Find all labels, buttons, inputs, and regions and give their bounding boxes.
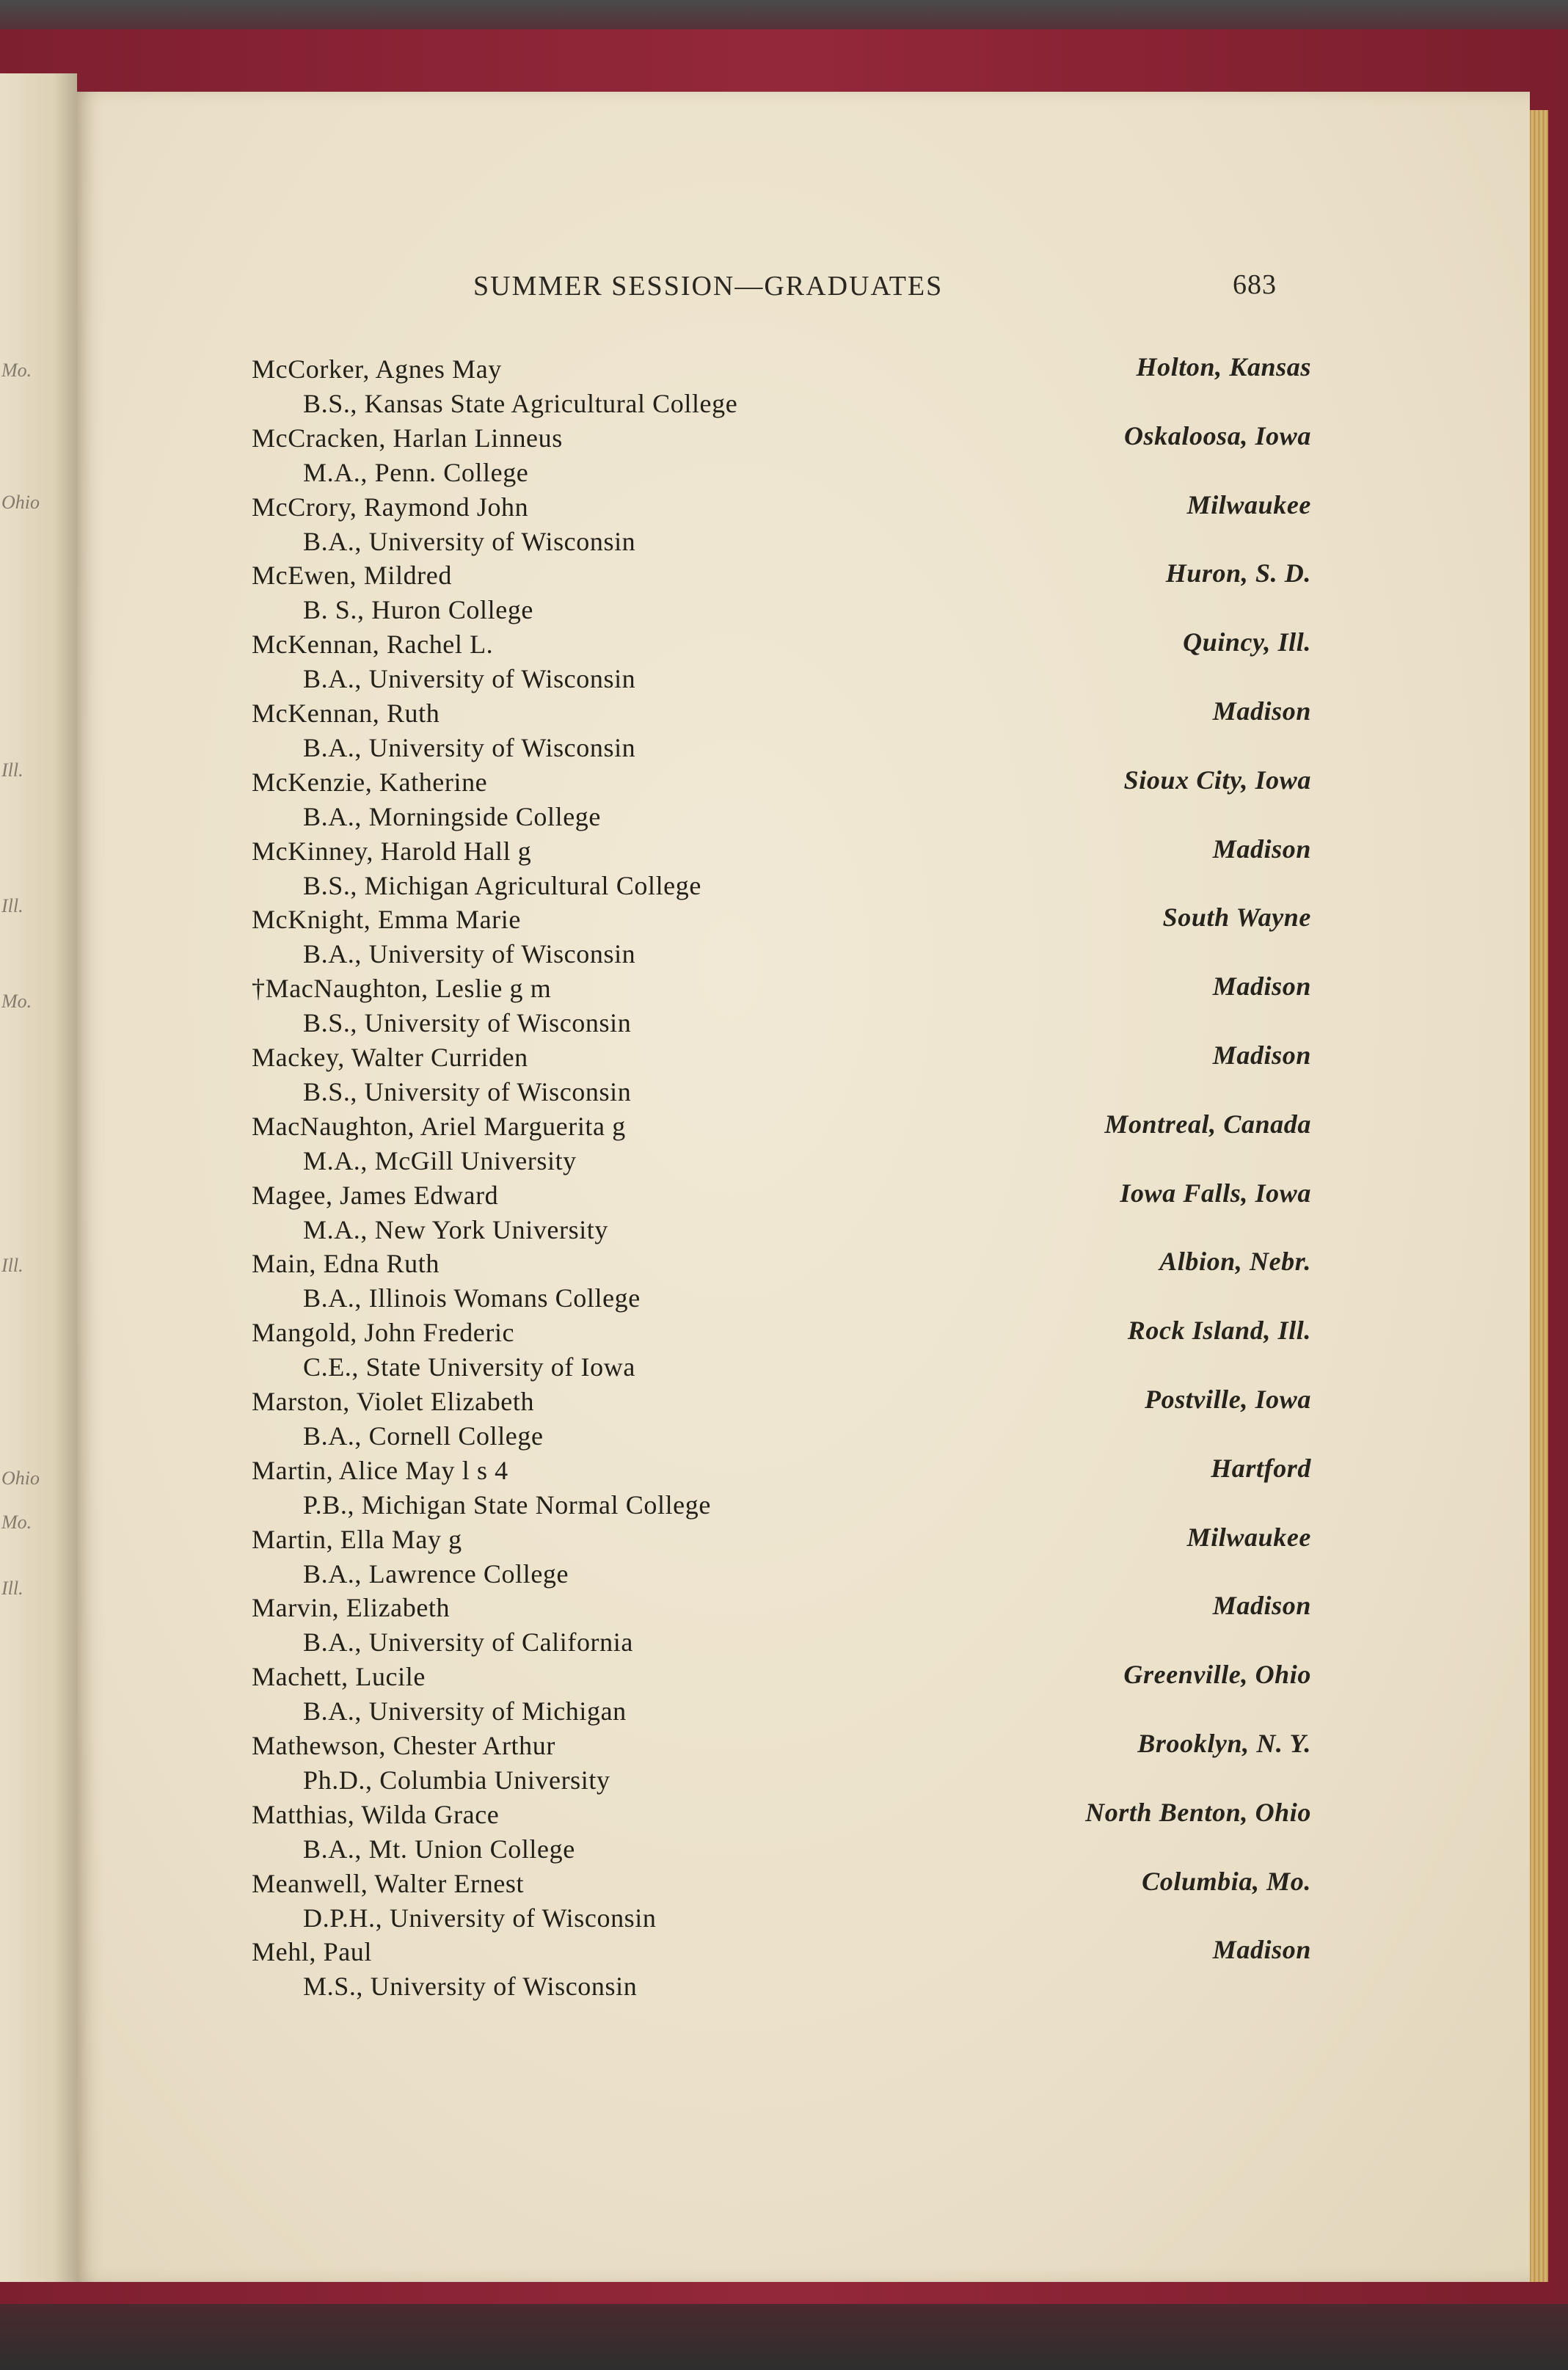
graduate-name: †MacNaughton, Leslie g m xyxy=(252,974,552,1003)
graduate-name: McKennan, Ruth xyxy=(252,699,440,728)
graduate-degree: M.S., University of Wisconsin xyxy=(303,1972,638,2001)
graduate-degree: P.B., Michigan State Normal College xyxy=(303,1490,711,1520)
margin-fragment: Ill. xyxy=(1,1578,23,1599)
graduate-hometown: Milwaukee xyxy=(1186,490,1311,519)
graduate-degree: D.P.H., University of Wisconsin xyxy=(303,1903,657,1933)
graduate-name: Mangold, John Frederic xyxy=(252,1318,515,1347)
graduate-name: Mathewson, Chester Arthur xyxy=(252,1731,555,1760)
graduate-name: Mackey, Walter Curriden xyxy=(252,1043,528,1072)
graduate-name: Mehl, Paul xyxy=(252,1937,372,1966)
graduate-name: Matthias, Wilda Grace xyxy=(252,1800,500,1829)
margin-fragment: Ill. xyxy=(1,895,23,916)
graduate-hometown: Albion, Nebr. xyxy=(1159,1247,1311,1276)
graduate-degree: C.E., State University of Iowa xyxy=(303,1352,635,1382)
graduate-hometown: Madison xyxy=(1212,971,1311,1001)
graduate-degree: B.A., University of Wisconsin xyxy=(303,939,636,969)
graduate-degree: B.S., Michigan Agricultural College xyxy=(303,871,701,900)
graduate-hometown: Rock Island, Ill. xyxy=(1127,1316,1311,1345)
graduate-hometown: Madison xyxy=(1212,1591,1311,1620)
graduate-name: MacNaughton, Ariel Marguerita g xyxy=(252,1112,626,1141)
graduate-hometown: South Wayne xyxy=(1162,903,1311,932)
graduate-hometown: Madison xyxy=(1212,696,1311,726)
margin-fragment: Mo. xyxy=(1,1512,32,1533)
graduate-degree: M.A., Penn. College xyxy=(303,458,529,487)
graduate-name: McCrory, Raymond John xyxy=(252,492,529,522)
graduate-name: McKennan, Rachel L. xyxy=(252,630,494,659)
graduate-name: McEwen, Mildred xyxy=(252,561,452,590)
graduate-name: Martin, Ella May g xyxy=(252,1525,462,1554)
graduate-degree: B.A., University of Wisconsin xyxy=(303,527,636,556)
graduate-hometown: Brooklyn, N. Y. xyxy=(1137,1729,1311,1758)
graduate-name: McKinney, Harold Hall g xyxy=(252,836,532,866)
graduate-degree: B.A., Morningside College xyxy=(303,802,601,831)
graduate-degree: B. S., Huron College xyxy=(303,595,533,624)
margin-fragment: Ill. xyxy=(1,759,23,781)
margin-fragment: Mo. xyxy=(1,360,32,381)
graduate-name: Martin, Alice May l s 4 xyxy=(252,1456,508,1485)
graduate-name: McKenzie, Katherine xyxy=(252,767,488,797)
graduate-name: Machett, Lucile xyxy=(252,1662,426,1691)
graduate-hometown: Huron, S. D. xyxy=(1165,558,1311,588)
graduate-hometown: Iowa Falls, Iowa xyxy=(1120,1178,1311,1208)
graduate-degree: B.A., University of Michigan xyxy=(303,1696,627,1726)
graduate-name: McCorker, Agnes May xyxy=(252,354,502,384)
graduate-degree: B.A., Mt. Union College xyxy=(303,1834,575,1864)
graduate-name: Meanwell, Walter Ernest xyxy=(252,1869,525,1898)
graduate-hometown: Oskaloosa, Iowa xyxy=(1123,421,1311,451)
previous-page-edge xyxy=(0,73,77,2282)
graduate-degree: M.A., McGill University xyxy=(303,1146,577,1175)
margin-fragment: Mo. xyxy=(1,991,32,1012)
margin-fragment: Ohio xyxy=(1,1467,40,1489)
graduate-hometown: Holton, Kansas xyxy=(1136,352,1311,382)
graduate-hometown: North Benton, Ohio xyxy=(1085,1798,1311,1827)
graduate-hometown: Madison xyxy=(1212,1040,1311,1070)
graduate-name: Magee, James Edward xyxy=(252,1181,499,1210)
margin-fragment: Ill. xyxy=(1,1255,23,1276)
graduate-name: McKnight, Emma Marie xyxy=(252,905,521,934)
graduate-degree: B.A., Lawrence College xyxy=(303,1559,569,1589)
graduate-hometown: Sioux City, Iowa xyxy=(1123,765,1311,795)
background-bottom xyxy=(0,2304,1568,2370)
graduate-hometown: Madison xyxy=(1212,834,1311,864)
graduate-hometown: Postville, Iowa xyxy=(1145,1385,1311,1414)
graduate-degree: B.A., University of Wisconsin xyxy=(303,733,636,762)
graduate-degree: B.A., Illinois Womans College xyxy=(303,1283,641,1313)
page-number: 683 xyxy=(1233,269,1277,300)
graduate-hometown: Madison xyxy=(1212,1935,1311,1964)
graduate-name: Marvin, Elizabeth xyxy=(252,1593,451,1622)
page-title: SUMMER SESSION—GRADUATES xyxy=(473,271,944,302)
graduate-degree: Ph.D., Columbia University xyxy=(303,1765,610,1795)
graduate-hometown: Columbia, Mo. xyxy=(1142,1867,1311,1896)
graduate-degree: B.S., University of Wisconsin xyxy=(303,1008,632,1038)
graduate-degree: B.A., Cornell College xyxy=(303,1421,544,1451)
graduate-degree: B.A., University of Wisconsin xyxy=(303,664,636,693)
graduate-degree: M.A., New York University xyxy=(303,1215,609,1244)
margin-fragment: Ohio xyxy=(1,492,40,513)
graduate-hometown: Quincy, Ill. xyxy=(1183,627,1311,657)
graduate-hometown: Montreal, Canada xyxy=(1104,1109,1311,1139)
graduate-name: Marston, Violet Elizabeth xyxy=(252,1387,535,1416)
graduate-name: Main, Edna Ruth xyxy=(252,1249,440,1278)
graduate-degree: B.S., University of Wisconsin xyxy=(303,1077,632,1106)
graduate-degree: B.S., Kansas State Agricultural College xyxy=(303,389,738,418)
graduate-hometown: Greenville, Ohio xyxy=(1123,1660,1311,1689)
graduate-name: McCracken, Harlan Linneus xyxy=(252,423,563,453)
graduate-hometown: Milwaukee xyxy=(1186,1523,1311,1552)
graduate-degree: B.A., University of California xyxy=(303,1627,633,1657)
graduate-hometown: Hartford xyxy=(1211,1454,1311,1483)
